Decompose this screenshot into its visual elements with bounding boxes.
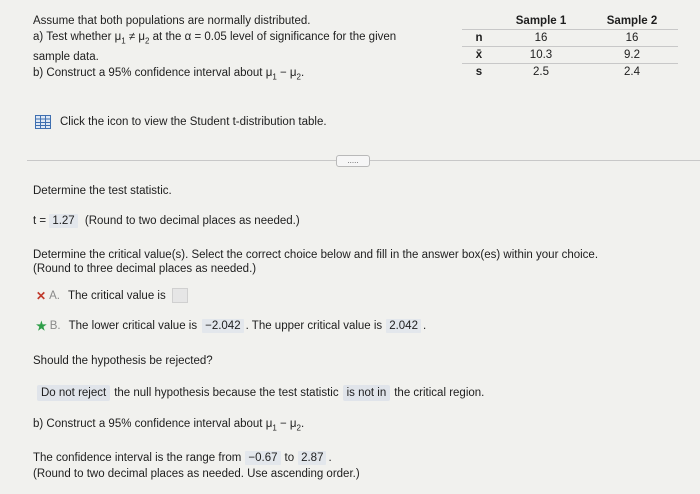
upper-critical-answer[interactable]: 2.042: [386, 319, 421, 333]
problem-line-4: b) Construct a 95% confidence interval about $\mu_1 - \mu_2$.: [33, 67, 305, 82]
correct-star-icon: ★: [36, 319, 47, 333]
choice-a[interactable]: ✕ A. The critical value is: [36, 288, 188, 303]
interval-upper-answer[interactable]: 2.87: [298, 451, 326, 465]
critical-value-input[interactable]: [172, 288, 188, 303]
lower-critical-answer[interactable]: −2.042: [202, 319, 244, 333]
critical-heading: Determine the critical value(s). Select the correct choice below and fill in the answer box(es) within your choice.: [33, 249, 599, 261]
reject-answer-row: Do not reject the null hypothesis because the test statistic is not in the critical region.: [37, 385, 484, 401]
reject-dropdown[interactable]: Do not reject: [37, 385, 110, 401]
interval-row: The confidence interval is the range from −0.67 to 2.87 .: [33, 452, 332, 464]
incorrect-x-icon: ✕: [36, 288, 47, 303]
problem-statement: [33, 13, 396, 86]
sample-data-table: [462, 13, 678, 80]
test-statistic-heading: Determine the test statistic.: [33, 185, 172, 197]
interval-lower-answer[interactable]: −0.67: [245, 451, 280, 465]
t-table-link[interactable]: [35, 115, 327, 129]
table-row: s 2.5 2.4: [475, 66, 640, 78]
table-row: n 16 16: [475, 32, 639, 44]
problem-line-1: Assume that both populations are normally distributed.: [33, 15, 311, 27]
expand-button[interactable]: .....: [336, 155, 370, 167]
interval-note: (Round to two decimal places as needed. Use ascending order.): [33, 468, 360, 480]
header-sample-1: Sample 1: [515, 15, 567, 27]
table-row: x̄ 10.3 9.2: [475, 49, 640, 61]
region-dropdown[interactable]: is not in: [343, 385, 391, 401]
table-grid-icon[interactable]: [35, 115, 51, 129]
problem-line-3: sample data.: [33, 51, 99, 64]
reject-question: Should the hypothesis be rejected?: [33, 355, 213, 367]
problem-line-2: a) Test whether $\mu_1 \ne \mu_2$ at the α = 0.05 level of significance for the given: [33, 31, 397, 46]
part-b-heading: b) Construct a 95% confidence interval about $\mu_1 - \mu_2$.: [33, 418, 305, 433]
test-statistic-row: t = 1.27 (Round to two decimal places as needed.): [33, 215, 300, 227]
header-sample-2: Sample 2: [606, 15, 658, 27]
critical-note: (Round to three decimal places as needed.): [33, 263, 257, 275]
t-table-link-text[interactable]: Click the icon to view the Student t-distribution table.: [60, 116, 327, 128]
test-statistic-answer[interactable]: 1.27: [49, 214, 77, 228]
choice-b[interactable]: ★ B. The lower critical value is −2.042 . The upper critical value is 2.042 .: [36, 319, 427, 333]
